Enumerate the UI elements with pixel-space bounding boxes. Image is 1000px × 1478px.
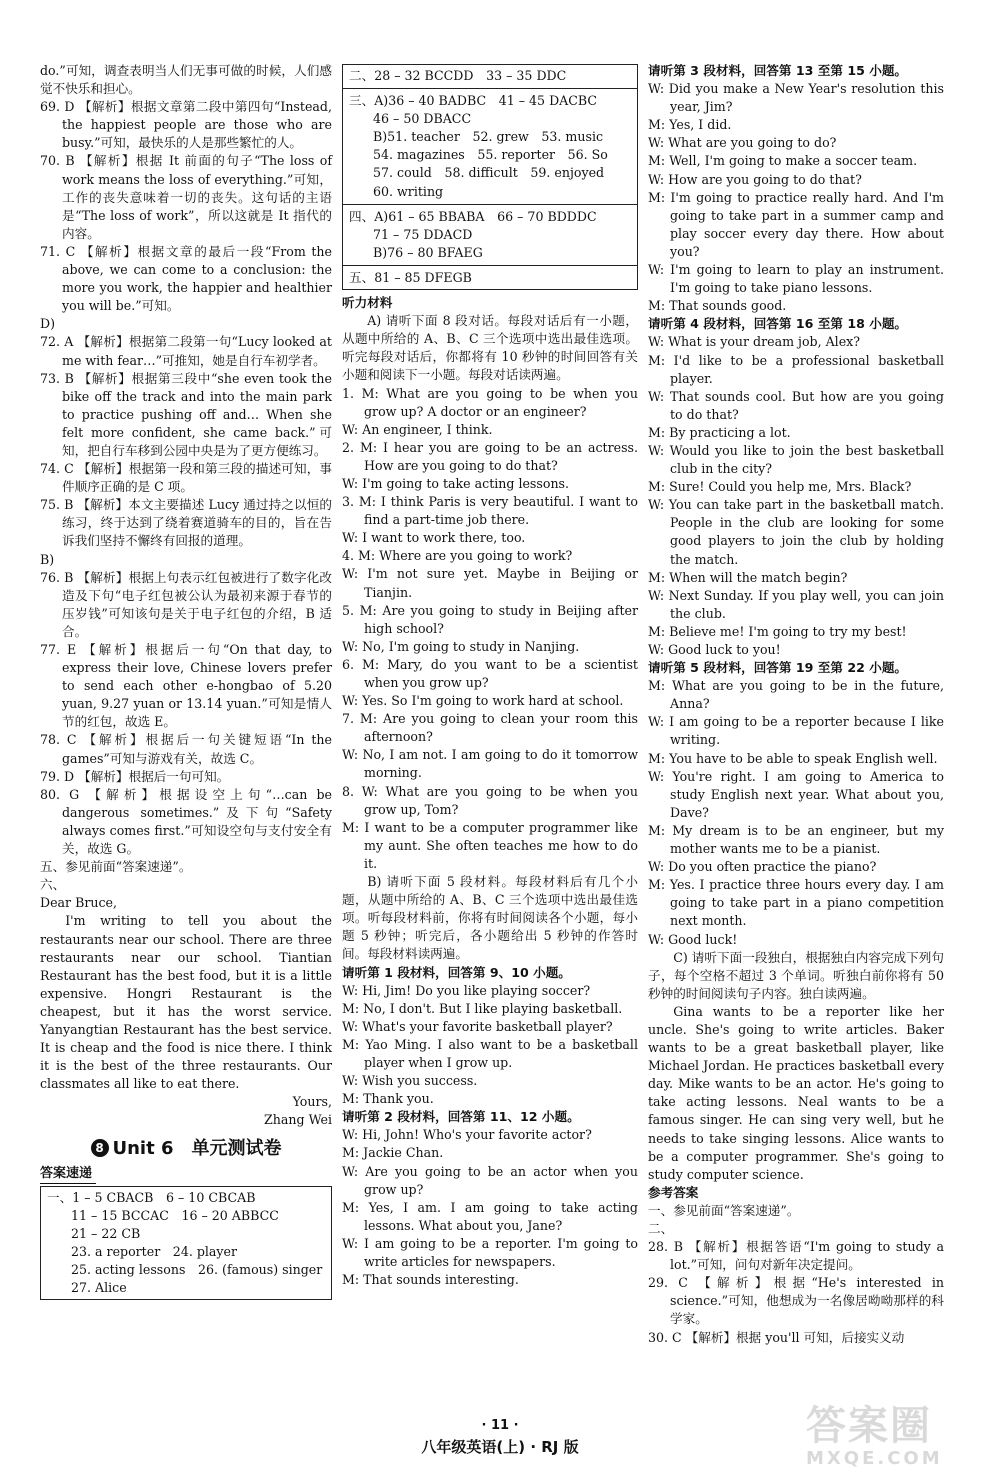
text-line: B) 请听下面 5 段材料。每段材料后有几个小题，从题中所给的 A、B、C 三个选项中选出最佳选项。听每段材料前，你将有时间阅读各个小题，每小题 5 秒钟；听完后，各小题给出 5 秒钟的作答时间。每段材料读两遍。 [342, 874, 638, 962]
text-line: 73. B 【解析】根据第三段中“she even took the bike off the track and into the main park to practice pushing off and… When she felt more confident, she came back.”可知，把自行车移到公园中央是为了更方便练习。 [40, 370, 332, 458]
text-line: M: When will the match begin? [648, 569, 848, 585]
text-line: Zhang Wei [264, 1112, 332, 1128]
text-line: M: Yes. I practice three hours every day. I am going to take part in a piano competition next month. [648, 877, 944, 929]
text-line: W: Hi, John! Who's your favorite actor? [342, 1127, 592, 1143]
text-line: 六、 [40, 877, 66, 893]
text-line: 70. B 【解析】根据 It 前面的句子“The loss of work means the loss of everything.”可知，工作的丧失意味着一切的丧失。这句话的主语是“The loss of work”，所以这就是 It 指代的内容。 [40, 153, 332, 241]
text-line: M: Believe me! I'm going to try my best! [648, 623, 907, 639]
text-line: W: No, I am not. I am going to do it tomorrow morning. [342, 747, 638, 781]
text-line: 1. M: What are you going to be when you grow up? A doctor or an engineer? [342, 385, 638, 419]
text-line: A) 请听下面 8 段对话。每段对话后有一小题，从题中所给的 A、B、C 三个选项中选出最佳选项。听完每段对话后，你都将有 10 秒钟的时间回答有关小题和阅读下一小题。每段对话读两遍。 [342, 313, 638, 383]
text-line: M: By practicing a lot. [648, 424, 791, 440]
text-line: 72. A 【解析】根据第二段第一句“Lucy looked at me with fear…”可推知，她是自行车初学者。 [40, 334, 332, 368]
text-line: 8. W: What are you going to be when you grow up, Tom? [342, 783, 638, 817]
text-line: 54. magazines 55. reporter 56. So [373, 147, 608, 163]
text-line: 请听第 1 段材料，回答第 9、10 小题。 [342, 964, 571, 980]
text-line: W: No, I'm going to study in Nanjing. [342, 638, 580, 654]
column-1 [40, 62, 332, 1304]
text-line: M: No, I don't. But I like playing basketball. [342, 1000, 623, 1016]
text-line: W: Wish you success. [342, 1073, 478, 1089]
text-line: 75. B 【解析】本文主要描述 Lucy 通过持之以恒的练习，终于达到了绕着赛道骑车的目的，旨在告诉我们坚持不懈终有回报的道理。 [40, 497, 332, 549]
unit-heading [40, 1136, 332, 1162]
text-line: W: Good luck! [648, 931, 738, 947]
box-divider [343, 204, 637, 205]
text-line: 五、参见前面“答案速递”。 [40, 859, 192, 875]
text-line: W: What is your dream job, Alex? [648, 334, 861, 350]
text-line: 57. could 58. difficult 59. enjoyed [373, 165, 605, 181]
text-line: M: Jackie Chan. [342, 1145, 444, 1161]
listening-heading: 听力材料 [342, 295, 393, 311]
text-line: 4. M: Where are you going to work? [342, 548, 573, 564]
column-3 [648, 62, 944, 1347]
text-line: W: I am going to be a reporter. I'm going to write articles for newspapers. [342, 1235, 638, 1269]
text-line: M: That sounds good. [648, 298, 787, 314]
text-line: W: I'm going to learn to play an instrument. I'm going to take piano lessons. [648, 262, 944, 296]
text-line: W: What are you going to do? [648, 135, 837, 151]
watermark-url: MXQE.COM [806, 1448, 943, 1469]
watermark-logo [806, 1404, 976, 1470]
text-line: M: Yes, I am. I am going to take acting lessons. What about you, Jane? [342, 1199, 638, 1233]
text-line: M: You have to be able to speak English well. [648, 750, 938, 766]
text-line: W: What's your favorite basketball player? [342, 1018, 613, 1034]
text-line: 二、 [648, 1221, 674, 1236]
text-line: W: Next Sunday. If you play well, you can join the club. [648, 587, 944, 621]
unit-title: Unit 6 单元测试卷 [112, 1137, 282, 1159]
text-line: 21 – 22 CB [71, 1225, 141, 1241]
column-2-text [342, 312, 638, 1289]
text-line: M: Well, I'm going to make a soccer team. [648, 153, 918, 169]
text-line: 74. C 【解析】根据第一段和第三段的描述可知，事件顺序正确的是 C 项。 [40, 461, 332, 495]
text-line: W: I'm going to take acting lessons. [342, 475, 570, 491]
text-line: 3. M: I think Paris is very beautiful. I want to find a part-time job there. [342, 494, 638, 528]
text-line: 5. M: Are you going to study in Beijing after high school? [342, 602, 638, 636]
text-line: 请听第 4 段材料，回答第 16 至第 18 小题。 [648, 316, 908, 332]
text-line: 46 – 50 DBACC [373, 111, 472, 127]
answers-heading: 答案速递 [40, 1165, 96, 1184]
text-line: M: Sure! Could you help me, Mrs. Black? [648, 479, 912, 495]
text-line: 三、A)36 – 40 BADBC 41 – 45 DACBC [349, 93, 598, 109]
text-line: 78. C 【解析】根据后一句关键短语“In the games”可知与游戏有关，故选 C。 [40, 732, 332, 766]
text-line: 29. C 【解析】根据“He's interested in science.”可知，他想成为一名像居呦呦那样的科学家。 [648, 1275, 944, 1327]
text-line: 11 – 15 BCCAC 16 – 20 ABBCC [71, 1207, 279, 1223]
text-line: W: Did you make a New Year's resolution this year, Jim? [648, 81, 944, 115]
text-line: M: I'd like to be a professional basketball player. [648, 352, 944, 386]
answer-box-1 [40, 1186, 332, 1301]
text-line: 请听第 5 段材料，回答第 19 至第 22 小题。 [648, 660, 908, 676]
text-line: W: You can take part in the basketball match. People in the club are looking for some good players to join the club by holding the match. [648, 497, 944, 567]
text-line: B) [40, 551, 55, 567]
text-line: W: How are you going to do that? [648, 171, 862, 187]
text-line: do.”可知，调查表明当人们无事可做的时候，人们感觉不快乐和担心。 [40, 63, 332, 97]
text-line: Gina wants to be a reporter like her uncle. She's going to write articles. Baker wants to be a great basketball player, like Michael Jordan. He practices basketball every day. Mike wants to be an actor. He's going to take acting lessons. Neal wants to be a famous singer. He can sing very well, but he needs to take singing lessons. Alice wants to be a computer programmer. She's going to study computer science. [648, 1003, 944, 1182]
text-line: D) [40, 316, 56, 332]
text-line: M: Thank you. [342, 1091, 434, 1107]
unit-number-badge: 8 [91, 1139, 109, 1157]
text-line: 30. C 【解析】根据 you'll 可知，后接实义动 [648, 1329, 905, 1345]
text-line: M: I'm going to practice really hard. And I'm going to take part in a summer camp and play soccer every day there. How about you? [648, 189, 944, 259]
text-line: 请听第 2 段材料，回答第 11、12 小题。 [342, 1109, 580, 1125]
text-line: W: You're right. I am going to America to study English next year. What about you, Dave? [648, 768, 944, 820]
text-line: W: Yes. So I'm going to work hard at school. [342, 693, 624, 709]
text-line: 27. Alice [71, 1280, 127, 1296]
text-line: Dear Bruce, [40, 895, 117, 911]
text-line: M: My dream is to be an engineer, but my mother wants me to be a pianist. [648, 822, 944, 857]
text-line: 7. M: Are you going to clean your room this afternoon? [342, 711, 638, 745]
text-line: 五、81 – 85 DFEGB [349, 269, 472, 285]
text-line: 71. C 【解析】根据文章的最后一段“From the above, we can come to a conclusion: the more you work, the happier and healthier you will be.”可知。 [40, 243, 332, 314]
text-line: 6. M: Mary, do you want to be a scientist when you grow up? [342, 656, 638, 690]
text-line: W: That sounds cool. But how are you going to do that? [648, 388, 944, 422]
text-line: C) 请听下面一段独白，根据独白内容完成下列句子，每个空格不超过 3 个单词。听独白前你将有 50 秒钟的时间阅读句子内容。独白读两遍。 [648, 949, 944, 1001]
text-line: 77. E 【解析】根据后一句“On that day, to express their love, Chinese lovers prefer to send each other e-hongbao of 5.20 yuan, 9.27 yuan or 13.14 yuan.”可知是情人节的红包，故选 E。 [40, 642, 332, 730]
box-divider [343, 265, 637, 266]
text-line: 23. a reporter 24. player [71, 1243, 238, 1259]
text-line: W: Would you like to join the best basketball club in the city? [648, 442, 944, 477]
column-3-text [648, 62, 944, 1347]
text-line: W: Are you going to be an actor when you grow up? [342, 1163, 638, 1197]
text-line: 四、A)61 – 65 BBABA 66 – 70 BDDDC [349, 208, 597, 224]
text-line: 60. writing [373, 183, 444, 199]
text-line: 2. M: I hear you are going to be an actress. How are you going to do that? [342, 439, 638, 473]
text-line: 76. B 【解析】根据上句表示红包被进行了数字化改造及下句“电子红包被公认为最初来源于春节的压岁钱”可知该句是关于电子红包的介绍，B 适合。 [40, 569, 332, 639]
text-line: W: I am going to be a reporter because I like writing. [648, 714, 944, 748]
text-line: M: That sounds interesting. [342, 1272, 519, 1288]
box-divider [343, 88, 637, 89]
text-line: 一、1 – 5 CBACB 6 – 10 CBCAB [47, 1189, 256, 1205]
text-line: 二、28 – 32 BCCDD 33 – 35 DDC [349, 68, 567, 83]
text-line: B)51. teacher 52. grew 53. music [373, 129, 604, 145]
page-number: · 11 · [481, 1418, 519, 1433]
text-line: 69. D 【解析】根据文章第二段中第四句“Instead, the happiest people are those who are busy.”可知，最快乐的人是那些繁忙的人。 [40, 99, 332, 151]
text-line: M: What are you going to be in the future, Anna? [648, 678, 944, 712]
text-line: 80. G 【解析】根据设空上句“…can be dangerous sometimes.”及下句“Safety always comes first.”可知设空句与支付安全有关，故选 G。 [40, 786, 332, 857]
text-line: W: Good luck to you! [648, 642, 781, 657]
text-line: 79. D 【解析】根据后一句可知。 [40, 768, 230, 784]
text-line: Yours, [292, 1094, 332, 1110]
answer-box-2 [342, 64, 638, 290]
column-1-text [40, 62, 332, 1130]
text-line: B)76 – 80 BFAEG [373, 244, 483, 260]
watermark-text: 答案圈 [806, 1403, 932, 1449]
text-line: I'm writing to tell you about the restaurants near our school. There are three restaurants near our school. Tiantian Restaurant has the best food, but it is a little expensive. Hongri Restaurant is the cheapest, but it has the worst service. Yanyangtian Restaurant has the best service. It is cheap and the food is nice there. I think it is the best of the three restaurants. Our classmates all like to eat there. [40, 913, 332, 1092]
column-2 [342, 62, 638, 1289]
text-line: 请听第 3 段材料，回答第 13 至第 15 小题。 [648, 63, 908, 78]
text-line: M: Yao Ming. I also want to be a basketball player when I grow up. [342, 1036, 638, 1070]
text-line: 71 – 75 DDACD [373, 226, 473, 242]
text-line: 25. acting lessons 26. (famous) singer [71, 1262, 323, 1277]
text-line: M: I want to be a computer programmer like my aunt. She often teaches me how to do it. [342, 819, 638, 871]
text-line: W: Hi, Jim! Do you like playing soccer? [342, 982, 591, 998]
text-line: 一、参见前面“答案速递”。 [648, 1202, 800, 1218]
text-line: W: An engineer, I think. [342, 421, 493, 437]
page-title: 八年级英语(上) · RJ 版 [421, 1438, 579, 1456]
text-line: W: I'm not sure yet. Maybe in Beijing or Tianjin. [342, 566, 638, 600]
text-line: 参考答案 [648, 1184, 699, 1200]
text-line: M: Yes, I did. [648, 117, 732, 133]
text-line: W: Do you often practice the piano? [648, 859, 877, 875]
text-line: W: I want to work there, too. [342, 530, 526, 546]
text-line: 28. B 【解析】根据答语“I'm going to study a lot.”可知，问句对新年决定提问。 [648, 1239, 944, 1273]
